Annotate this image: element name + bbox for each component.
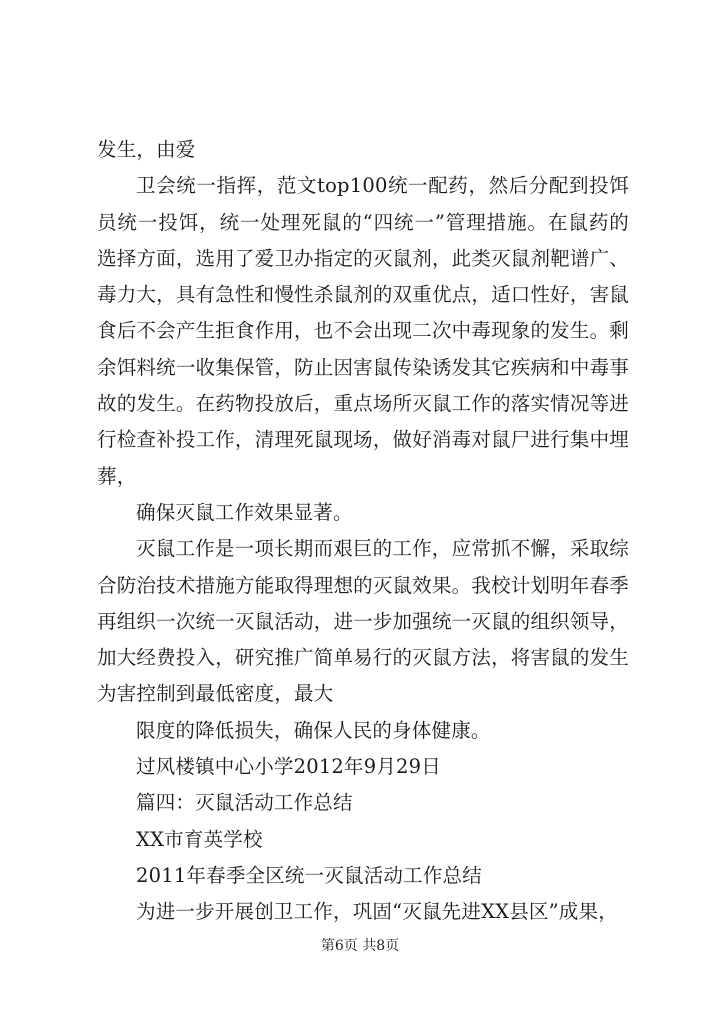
paragraph: 灭鼠工作是一项长期而艰巨的工作，应常抓不懈，采取综合防治技术措施方能取得理想的灭鼠效果。我校计划明年春季再组织一次统一灭鼠活动，进一步加强统一灭鼠的组织领导，加大经费投入，研究推广简单易行的灭鼠方法，将害鼠的发生为害控制到最低密度，最大 <box>97 537 629 706</box>
signature-line: 过风楼镇中心小学2012年9月29日 <box>136 755 441 779</box>
paragraph: 发生，由爱 <box>97 138 196 161</box>
report-title: 2011年春季全区统一灭鼠活动工作总结 <box>136 863 482 887</box>
paragraph: 卫会统一指挥，范文top100统一配药，然后分配到投饵员统一投饵，统一处理死鼠的“四统一”管理措施。在鼠药的选择方面，选用了爱卫办指定的灭鼠剂，此类灭鼠剂靶谱广、毒力大，具有急性和慢性杀鼠剂的双重优点，适口性好，害鼠食后不会产生拒食作用，也不会出现二次中毒现象的发生。剩余饵料统一收集保管，防止因害鼠传染诱发其它疾病和中毒事故的发生。在药物投放后，重点场所灭鼠工作的落实情况等进行检查补投工作，清理死鼠现场，做好消毒对鼠尸进行集中埋葬， <box>97 174 629 488</box>
school-name: XX市育英学校 <box>136 827 263 851</box>
paragraph: 限度的降低损失，确保人民的身体健康。 <box>136 718 491 742</box>
paragraph: 确保灭鼠工作效果显著。 <box>136 500 353 524</box>
paragraph: 为进一步开展创卫工作，巩固“灭鼠先进XX县区”成果， <box>136 900 618 924</box>
document-body <box>97 132 629 931</box>
page-number-footer: 第6页 共8页 <box>320 938 400 954</box>
section-heading: 篇四：灭鼠活动工作总结 <box>136 791 353 815</box>
